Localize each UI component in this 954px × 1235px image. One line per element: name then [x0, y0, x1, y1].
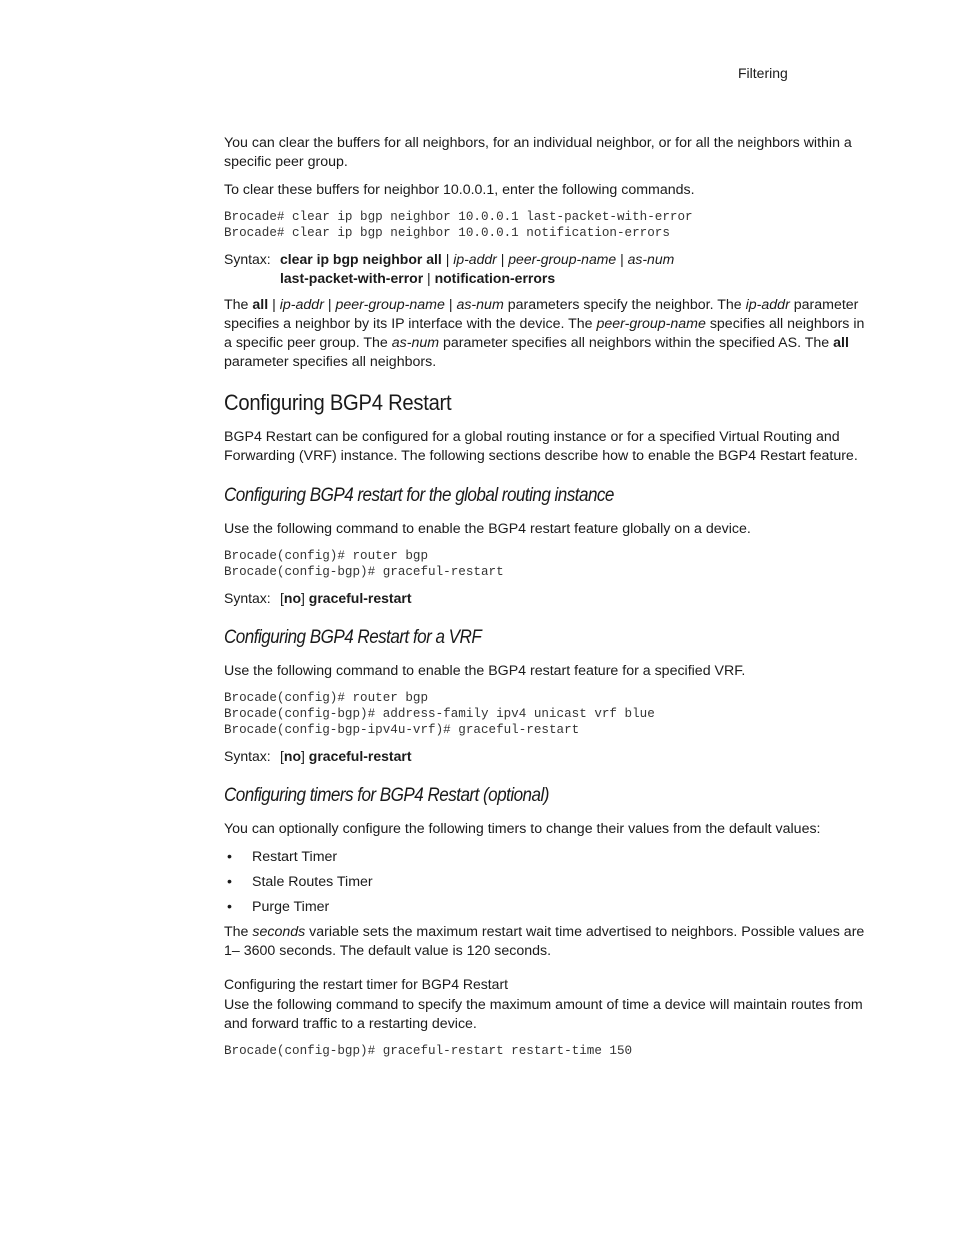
restart-timer-heading: Configuring the restart timer for BGP4 Restart — [224, 976, 508, 992]
syntax-ipaddr: ip-addr — [453, 251, 497, 267]
timers-list — [224, 848, 870, 917]
syntax-line — [280, 747, 870, 766]
syntax-sep: | — [423, 270, 435, 286]
syntax-label: Syntax: — [224, 590, 271, 606]
kw-all: all — [833, 335, 849, 351]
syntax-asnum: as-num — [627, 251, 675, 267]
text-run: parameter specifies all neighbors. — [224, 354, 437, 370]
bracket: ] — [301, 590, 305, 606]
var-asnum: as-num — [456, 297, 504, 313]
var-ipaddr: ip-addr — [279, 297, 324, 313]
restart-timer-paragraph: Use the following command to specify the maximum amount of time a device will maintain routes from and forward traffic to a restarting device. — [224, 997, 863, 1032]
syntax-command: clear ip bgp neighbor — [280, 251, 423, 267]
syntax-vrf — [224, 747, 870, 766]
syntax-command: graceful-restart — [308, 748, 412, 764]
text-run: parameters specify the neighbor. The — [503, 297, 746, 313]
list-item: • Stale Routes Timer — [224, 873, 870, 892]
syntax-command: graceful-restart — [308, 590, 412, 606]
text-run: The — [224, 297, 253, 313]
syntax-global — [224, 589, 870, 608]
syntax-sep: | — [441, 251, 454, 267]
syntax-all: all — [426, 251, 442, 267]
syntax-line — [280, 589, 870, 608]
syntax-peer: peer-group-name — [508, 251, 617, 267]
bracket: [ — [280, 590, 284, 606]
kw-all: all — [252, 297, 269, 313]
kw-no: no — [283, 590, 301, 606]
var-asnum: as-num — [391, 335, 440, 351]
code-block-global: Brocade(config)# router bgp Brocade(config-bgp)# graceful-restart — [224, 549, 504, 579]
subsection-heading-vrf: Configuring BGP4 Restart for a VRF — [224, 627, 482, 648]
global-paragraph: Use the following command to enable the BGP4 restart feature globally on a device. — [224, 521, 751, 537]
var-peer: peer-group-name — [596, 316, 706, 332]
text-run: variable sets the maximum restart wait time advertised to neighbors. Possible values are 1– 3600 seconds. The default value is 120 seconds. — [224, 924, 865, 959]
syntax-sep: | — [496, 251, 509, 267]
intro-instruction: To clear these buffers for neighbor 10.0.0.1, enter the following commands. — [224, 182, 695, 198]
var-peer: peer-group-name — [335, 297, 445, 313]
text-run: parameter specifies all neighbors within the specified AS. The — [439, 335, 834, 351]
text-run: parameter specifies a neighbor by its IP interface with the device. The — [224, 297, 859, 332]
code-block-vrf: Brocade(config)# router bgp Brocade(config-bgp)# address-family ipv4 unicast vrf blue Brocade(config-bgp-ipv4u-vrf)# graceful-restart — [224, 691, 655, 737]
text-run: specifies all neighbors in a specific peer group. The — [224, 316, 865, 351]
text-run: | — [444, 297, 457, 313]
section-paragraph: BGP4 Restart can be configured for a global routing instance or for a specified Virtual Routing and Forwarding (VRF) instance. The following sections describe how to enable the BGP4 Restart feature. — [224, 429, 858, 464]
code-block-clear-buffers: Brocade# clear ip bgp neighbor 10.0.0.1 last-packet-with-error Brocade# clear ip bgp neighbor 10.0.0.1 notification-errors — [224, 210, 693, 240]
seconds-paragraph — [224, 923, 870, 961]
syntax-label: Syntax: — [224, 748, 271, 764]
bracket: [ — [280, 748, 284, 764]
intro-paragraph: You can clear the buffers for all neighbors, for an individual neighbor, or for all the neighbors within a specific peer group. — [224, 135, 852, 170]
running-header: Filtering — [738, 65, 788, 81]
bracket: ] — [301, 748, 305, 764]
var-ipaddr: ip-addr — [745, 297, 790, 313]
syntax-notif: notification-errors — [434, 270, 556, 286]
syntax-sep: | — [616, 251, 628, 267]
subsection-heading-timers: Configuring timers for BGP4 Restart (optional) — [224, 785, 549, 806]
syntax-clear-bgp — [224, 250, 870, 288]
syntax-line — [280, 250, 870, 288]
list-item: • Restart Timer — [224, 848, 870, 867]
text-run: | — [323, 297, 336, 313]
syntax-label: Syntax: — [224, 251, 271, 267]
syntax-lastpkt: last-packet-with-error — [280, 270, 424, 286]
text-run: The — [224, 924, 253, 940]
kw-no: no — [283, 748, 301, 764]
section-heading: Configuring BGP4 Restart — [224, 390, 452, 415]
list-item: • Purge Timer — [224, 898, 870, 917]
parameter-explanation — [224, 296, 870, 372]
vrf-paragraph: Use the following command to enable the BGP4 restart feature for a specified VRF. — [224, 663, 746, 679]
text-run: | — [268, 297, 280, 313]
var-seconds: seconds — [252, 924, 306, 940]
timers-paragraph: You can optionally configure the following timers to change their values from the default values: — [224, 821, 821, 837]
page-content — [224, 134, 870, 1068]
subsection-heading-global: Configuring BGP4 restart for the global routing instance — [224, 485, 614, 506]
code-block-restart-timer: Brocade(config-bgp)# graceful-restart restart-time 150 — [224, 1044, 633, 1058]
